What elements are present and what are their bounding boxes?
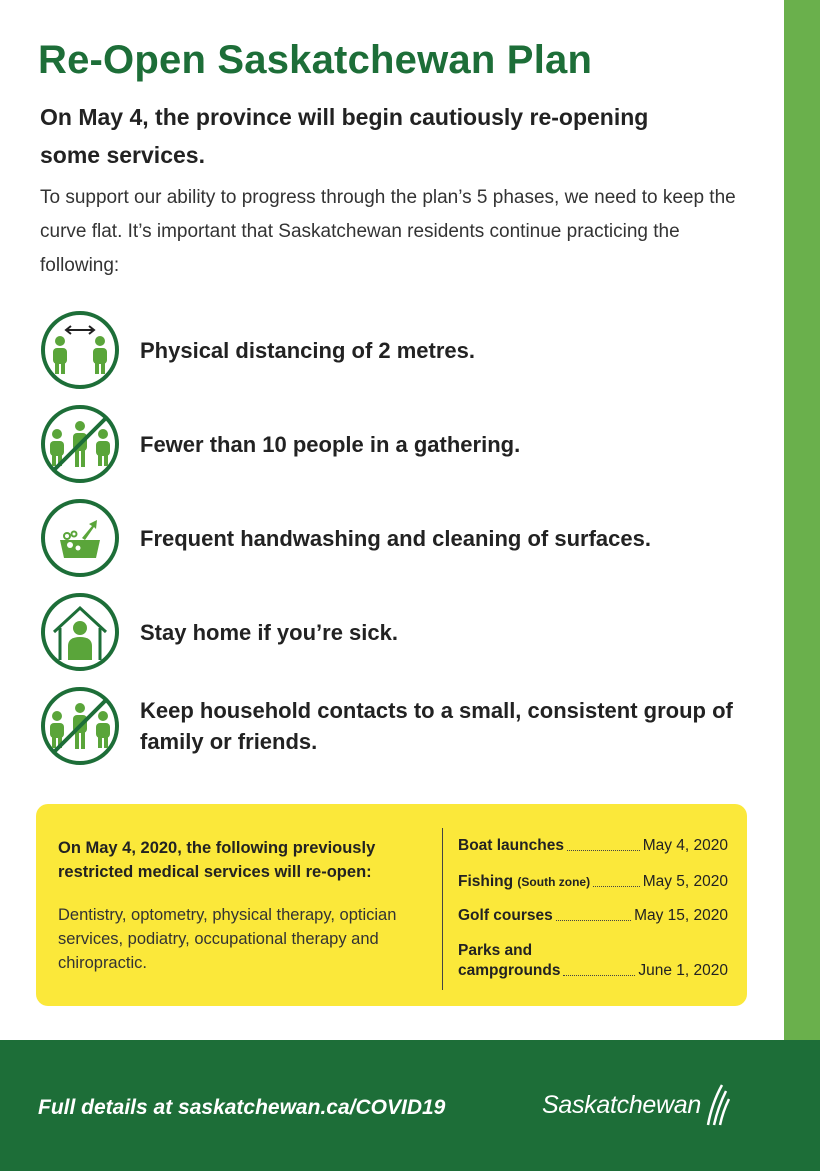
practice-item-distancing (40, 310, 760, 390)
medical-services-list: Dentistry, optometry, physical therapy, optician services, podiatry, occupational therapy and chiropractic. (58, 906, 397, 972)
schedule-label: Golf courses (458, 907, 553, 924)
page-subtitle: On May 4, the province will begin cautiously re-opening some services. (40, 104, 649, 168)
schedule-date: June 1, 2020 (638, 962, 728, 979)
schedule-label: Boat launches (458, 837, 564, 854)
schedule-row-fishing (458, 872, 728, 892)
wheat-sheaf-icon (704, 1083, 730, 1127)
leader-dots (563, 975, 635, 976)
reopening-info-box (36, 804, 747, 1006)
practice-label: Fewer than 10 people in a gathering. (140, 431, 521, 457)
leader-dots (556, 920, 631, 921)
schedule-row-parks (458, 941, 728, 981)
schedule-row-boat-launches (458, 836, 728, 856)
practice-label: Frequent handwashing and cleaning of surfaces. (140, 525, 651, 551)
schedule-row-golf-courses (458, 906, 728, 926)
schedule-label: Fishing (South zone) (458, 873, 591, 890)
household-contacts-icon (40, 686, 120, 766)
leader-dots (593, 886, 640, 887)
practice-label: Stay home if you’re sick. (140, 619, 398, 645)
box-divider (442, 828, 443, 990)
leader-dots (567, 850, 640, 851)
intro-paragraph: To support our ability to progress through the plan’s 5 phases, we need to keep the curve flat. It’s important that Saskatchewan residents continue practicing the following: (40, 187, 736, 276)
schedule-date: May 4, 2020 (642, 837, 728, 854)
no-gathering-icon (40, 404, 120, 484)
practice-item-stay-home (40, 592, 760, 672)
handwashing-icon (40, 498, 120, 578)
schedule-note: (South zone) (517, 875, 591, 889)
saskatchewan-logo (542, 1080, 730, 1130)
practice-item-handwashing (40, 498, 760, 578)
details-link[interactable]: Full details at saskatchewan.ca/COVID19 (38, 1096, 446, 1119)
footer-bar (0, 1040, 820, 1171)
page-title: Re-Open Saskatchewan Plan (38, 38, 593, 82)
practice-item-gathering (40, 404, 760, 484)
schedule-date: May 5, 2020 (642, 873, 728, 890)
schedule-date: May 15, 2020 (634, 907, 728, 924)
medical-services-heading: On May 4, 2020, the following previously restricted medical services will re-open: (58, 839, 376, 881)
physical-distancing-icon (40, 310, 120, 390)
logo-wordmark: Saskatchewan (542, 1090, 701, 1119)
practice-item-household-contacts (40, 686, 760, 766)
stay-home-icon (40, 592, 120, 672)
practice-label: Physical distancing of 2 metres. (140, 337, 476, 363)
schedule-label: Parks and campgrounds (458, 942, 561, 979)
side-accent-stripe (784, 0, 820, 1040)
practice-label: Keep household contacts to a small, consistent group of family or friends. (140, 698, 733, 754)
